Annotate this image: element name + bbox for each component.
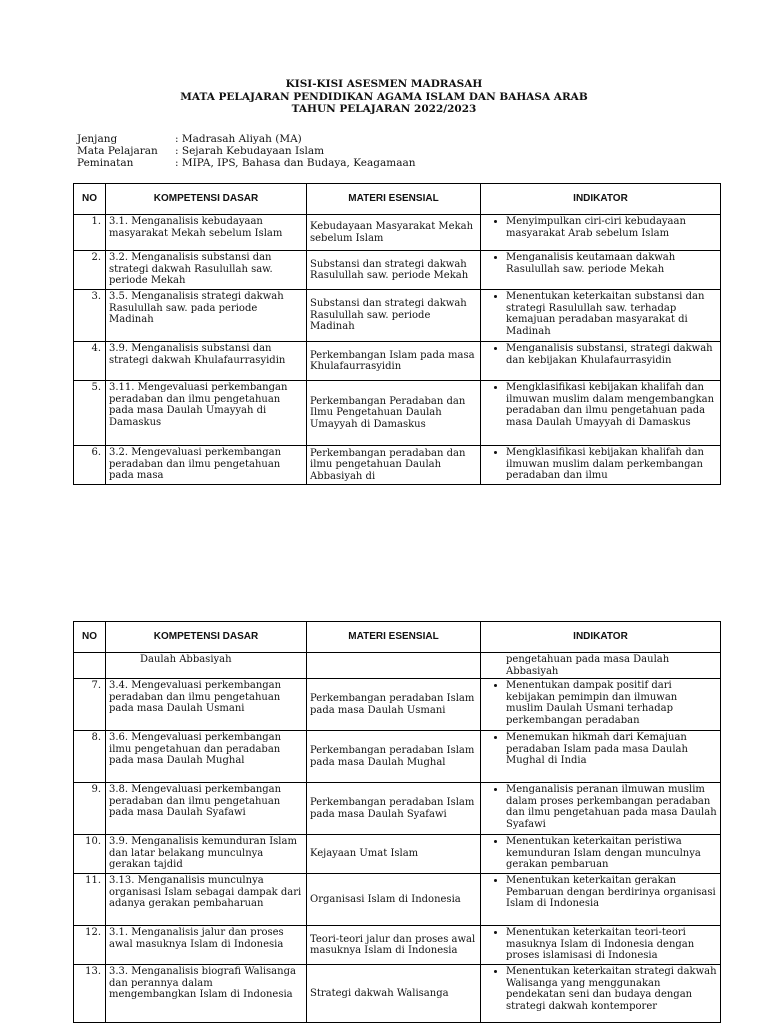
- heading-line-1: KISI-KISI ASESMEN MADRASAH: [285, 78, 483, 90]
- cell-no: 7.: [74, 679, 106, 731]
- indikator-item: • Menganalisis peranan ilmuwan muslim dalam proses perkembangan peradaban dan ilmu pengetahuan pada masa Daulah Syafawi: [506, 784, 717, 830]
- table-row: [74, 251, 721, 290]
- cell-indikator: [481, 965, 721, 1023]
- meta-block: [77, 133, 416, 169]
- cell-no: 3.: [74, 290, 106, 342]
- cell-materi-esensial: Perkembangan peradaban Islam pada masa Daulah Syafawi: [307, 783, 481, 835]
- table-row: [74, 342, 721, 381]
- cell-indikator: [481, 342, 721, 381]
- header-no: NO: [74, 184, 106, 215]
- meta-row-peminatan: [77, 157, 416, 169]
- header-indikator: INDIKATOR: [481, 622, 721, 653]
- cell-indikator: [481, 215, 721, 251]
- meta-row-jenjang: [77, 133, 416, 145]
- indikator-list: [484, 216, 717, 239]
- indikator-list: [484, 966, 717, 1012]
- kisi-kisi-table-page-1: [73, 183, 721, 485]
- meta-value: : Sejarah Kebudayaan Islam: [175, 145, 325, 157]
- indikator-list: [484, 927, 717, 962]
- table-row: [74, 381, 721, 446]
- heading-line-3: TAHUN PELAJARAN 2022/2023: [291, 103, 477, 115]
- meta-key: Mata Pelajaran: [77, 145, 158, 157]
- cell-kompetensi-dasar: 3.1. Menganalisis kebudayaan masyarakat Mekah sebelum Islam: [106, 215, 307, 251]
- cell-no: 13.: [74, 965, 106, 1023]
- cell-no: 11.: [74, 874, 106, 926]
- table-row: [74, 679, 721, 731]
- cell-indikator: [481, 783, 721, 835]
- table-header-row: [74, 622, 721, 653]
- table-header-row: [74, 184, 721, 215]
- indikator-list: [484, 291, 717, 337]
- table-row: [74, 965, 721, 1023]
- kisi-kisi-table-page-2: [73, 621, 721, 1023]
- indikator-item: • Menganalisis keutamaan dakwah Rasulullah saw. periode Mekah: [506, 252, 717, 275]
- cell-kompetensi-dasar: 3.1. Menganalisis jalur dan proses awal masuknya Islam di Indonesia: [106, 926, 307, 965]
- table-row: [74, 215, 721, 251]
- table-row: [74, 926, 721, 965]
- cell-kompetensi-dasar: 3.2. Mengevaluasi perkembangan peradaban dan ilmu pengetahuan pada masa: [106, 446, 307, 485]
- cell-no: 9.: [74, 783, 106, 835]
- indikator-list: [484, 382, 717, 428]
- cell-materi-esensial: Organisasi Islam di Indonesia: [307, 874, 481, 926]
- indikator-list: [484, 784, 717, 830]
- cell-kompetensi-dasar: 3.4. Mengevaluasi perkembangan peradaban dan ilmu pengetahuan pada masa Daulah Usmani: [106, 679, 307, 731]
- heading-line-2: MATA PELAJARAN PENDIDIKAN AGAMA ISLAM DAN BAHASA ARAB: [180, 90, 588, 103]
- cell-materi-esensial: Substansi dan strategi dakwah Rasulullah saw. periode Mekah: [307, 251, 481, 290]
- cell-materi-esensial: Kebudayaan Masyarakat Mekah sebelum Islam: [307, 215, 481, 251]
- cell-indikator: [481, 731, 721, 783]
- indikator-list: [484, 836, 717, 871]
- indikator-list: [484, 252, 717, 275]
- cell-indikator: [481, 251, 721, 290]
- header-indikator: INDIKATOR: [481, 184, 721, 215]
- table-row: [74, 874, 721, 926]
- meta-value: : MIPA, IPS, Bahasa dan Budaya, Keagamaan: [175, 157, 416, 169]
- cell-kompetensi-dasar: 3.13. Menganalisis munculnya organisasi Islam sebagai dampak dari adanya gerakan pembaharuan: [106, 874, 307, 926]
- cell-materi-esensial: Perkembangan peradaban dan ilmu pengetahuan Daulah Abbasiyah di: [307, 446, 481, 485]
- indikator-item: • Menentukan keterkaitan substansi dan strategi Rasulullah saw. terhadap kemajuan peradaban masyarakat di Madinah: [506, 291, 717, 337]
- indikator-item: • Menemukan hikmah dari Kemajuan peradaban Islam pada masa Daulah Mughal di India: [506, 732, 717, 767]
- header-materi-esensial: MATERI ESENSIAL: [307, 622, 481, 653]
- header-kompetensi-dasar: KOMPETENSI DASAR: [106, 622, 307, 653]
- cell-indikator: [481, 874, 721, 926]
- document-heading: [0, 78, 768, 116]
- indikator-item: • Menentukan dampak positif dari kebijakan pemimpin dan ilmuwan muslim Daulah Usmani terhadap perkembangan peradaban: [506, 680, 717, 726]
- indikator-list: [484, 680, 717, 726]
- indikator-list: [484, 447, 717, 482]
- indikator-item: • Menentukan keterkaitan strategi dakwah Walisanga yang menggunakan pendekatan seni dan budaya dengan strategi dakwah kontemporer: [506, 966, 717, 1012]
- cell-kompetensi-dasar: Daulah Abbasiyah: [106, 653, 307, 679]
- header-materi-esensial: MATERI ESENSIAL: [307, 184, 481, 215]
- indikator-item: • Menganalisis substansi, strategi dakwah dan kebijakan Khulafaurrasyidin: [506, 343, 717, 366]
- cell-materi-esensial: Perkembangan peradaban Islam pada masa Daulah Mughal: [307, 731, 481, 783]
- cell-indikator: [481, 835, 721, 874]
- cell-indikator: [481, 926, 721, 965]
- indikator-item: • Menentukan keterkaitan gerakan Pembaruan dengan berdirinya organisasi Islam di Indonesia: [506, 875, 717, 910]
- header-no: NO: [74, 622, 106, 653]
- indikator-item: • Menyimpulkan ciri-ciri kebudayaan masyarakat Arab sebelum Islam: [506, 216, 717, 239]
- cell-materi-esensial: Teori-teori jalur dan proses awal masuknya Islam di Indonesia: [307, 926, 481, 965]
- cell-no: 8.: [74, 731, 106, 783]
- indikator-item: • Mengklasifikasi kebijakan khalifah dan ilmuwan muslim dalam mengembangkan peradaban dan ilmu pengetahuan pada masa Daulah Umayyah di Damaskus: [506, 382, 717, 428]
- cell-no: 2.: [74, 251, 106, 290]
- cell-no: 4.: [74, 342, 106, 381]
- cell-materi-esensial: Perkembangan peradaban Islam pada masa Daulah Usmani: [307, 679, 481, 731]
- table-row: [74, 731, 721, 783]
- cell-indikator: [481, 290, 721, 342]
- cell-kompetensi-dasar: 3.11. Mengevaluasi perkembangan peradaban dan ilmu pengetahuan pada masa Daulah Umayyah di Damaskus: [106, 381, 307, 446]
- table-row: [74, 783, 721, 835]
- meta-key: Jenjang: [77, 133, 118, 145]
- cell-materi-esensial: Perkembangan Islam pada masa Khulafaurrasyidin: [307, 342, 481, 381]
- cell-kompetensi-dasar: 3.2. Menganalisis substansi dan strategi dakwah Rasulullah saw. periode Mekah: [106, 251, 307, 290]
- cell-indikator: [481, 381, 721, 446]
- cell-indikator: [481, 446, 721, 485]
- cell-no: [74, 653, 106, 679]
- cell-no: 1.: [74, 215, 106, 251]
- table-row: [74, 446, 721, 485]
- header-kompetensi-dasar: KOMPETENSI DASAR: [106, 184, 307, 215]
- indikator-continued-text: pengetahuan pada masa Daulah Abbasiyah: [506, 654, 670, 677]
- cell-kompetensi-dasar: 3.8. Mengevaluasi perkembangan peradaban dan ilmu pengetahuan pada masa Daulah Syafawi: [106, 783, 307, 835]
- table-row: [74, 835, 721, 874]
- cell-kompetensi-dasar: 3.3. Menganalisis biografi Walisanga dan perannya dalam mengembangkan Islam di Indonesia: [106, 965, 307, 1023]
- cell-kompetensi-dasar: 3.9. Menganalisis kemunduran Islam dan latar belakang munculnya gerakan tajdid: [106, 835, 307, 874]
- cell-materi-esensial: Strategi dakwah Walisanga: [307, 965, 481, 1023]
- indikator-list: [484, 732, 717, 767]
- indikator-item: • Mengklasifikasi kebijakan khalifah dan ilmuwan muslim dalam perkembangan peradaban dan ilmu: [506, 447, 717, 482]
- meta-key: Peminatan: [77, 157, 134, 169]
- cell-indikator: [481, 653, 721, 679]
- indikator-item: • Menentukan keterkaitan teori-teori masuknya Islam di Indonesia dengan proses islamisasi di Indonesia: [506, 927, 717, 962]
- cell-no: 5.: [74, 381, 106, 446]
- meta-value: : Madrasah Aliyah (MA): [175, 133, 302, 145]
- cell-indikator: [481, 679, 721, 731]
- indikator-list: [484, 875, 717, 910]
- cell-no: 12.: [74, 926, 106, 965]
- cell-materi-esensial: [307, 653, 481, 679]
- table-row: [74, 290, 721, 342]
- cell-kompetensi-dasar: 3.6. Mengevaluasi perkembangan ilmu pengetahuan dan peradaban pada masa Daulah Mughal: [106, 731, 307, 783]
- cell-materi-esensial: Kejayaan Umat Islam: [307, 835, 481, 874]
- cell-kompetensi-dasar: 3.5. Menganalisis strategi dakwah Rasulullah saw. pada periode Madinah: [106, 290, 307, 342]
- cell-no: 10.: [74, 835, 106, 874]
- cell-materi-esensial: Perkembangan Peradaban dan Ilmu Pengetahuan Daulah Umayyah di Damaskus: [307, 381, 481, 446]
- cell-kompetensi-dasar: 3.9. Menganalisis substansi dan strategi dakwah Khulafaurrasyidin: [106, 342, 307, 381]
- table-row: [74, 653, 721, 679]
- indikator-list: [484, 343, 717, 366]
- cell-materi-esensial: Substansi dan strategi dakwah Rasulullah saw. periode Madinah: [307, 290, 481, 342]
- meta-row-mata-pelajaran: [77, 145, 416, 157]
- cell-no: 6.: [74, 446, 106, 485]
- indikator-item: • Menentukan keterkaitan peristiwa kemunduran Islam dengan munculnya gerakan pembaruan: [506, 836, 717, 871]
